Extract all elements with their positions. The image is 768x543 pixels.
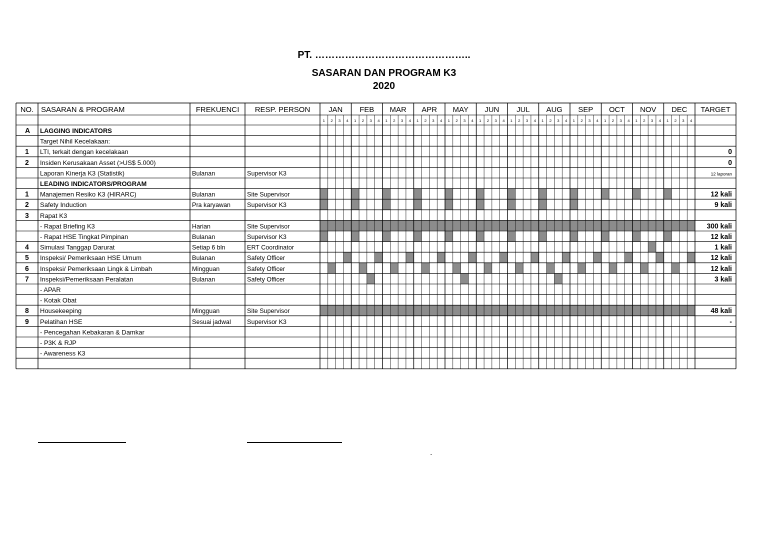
schedule-cell — [508, 189, 516, 200]
schedule-cell — [586, 220, 594, 231]
schedule-cell — [508, 199, 516, 210]
signature-line-right — [247, 442, 342, 443]
schedule-cell — [445, 189, 453, 200]
schedule-cell — [547, 220, 555, 231]
row-frequency: Harian — [192, 223, 211, 231]
schedule-cell — [539, 189, 547, 200]
schedule-cell — [383, 305, 391, 316]
schedule-cell — [320, 305, 328, 316]
row-target: - — [729, 318, 732, 326]
schedule-cell — [609, 305, 617, 316]
month-header: AUG — [546, 105, 563, 114]
schedule-cell — [609, 263, 617, 274]
schedule-cell — [531, 252, 539, 263]
schedule-cell — [656, 252, 664, 263]
week-number: 1 — [416, 118, 419, 123]
schedule-cell — [445, 220, 453, 231]
schedule-cell — [617, 305, 625, 316]
schedule-cell — [351, 231, 359, 242]
row-number: 8 — [25, 308, 29, 316]
week-number: 2 — [674, 118, 677, 123]
program-name: Inspeksi/ Pemeriksaan Lingk & Limbah — [40, 265, 153, 273]
row-resp-person: Safety Officer — [247, 265, 286, 273]
row-number: 6 — [25, 265, 29, 273]
program-name: Rapat K3 — [40, 212, 68, 220]
schedule-cell — [429, 305, 437, 316]
schedule-cell — [390, 220, 398, 231]
schedule-cell — [320, 199, 328, 210]
row-target: 12 laporan — [710, 171, 732, 177]
schedule-cell — [383, 231, 391, 242]
week-number: 1 — [385, 118, 388, 123]
schedule-cell — [679, 220, 687, 231]
schedule-cell — [539, 305, 547, 316]
schedule-cell — [414, 189, 422, 200]
row-frequency: Setiap 6 bln — [192, 244, 226, 252]
schedule-cell — [539, 199, 547, 210]
row-resp-person: ERT Coordinator — [247, 244, 295, 252]
company-name: PT. ……………………………………….. — [297, 50, 471, 61]
row-resp-person: Supervisor K3 — [247, 234, 287, 241]
schedule-cell — [570, 220, 578, 231]
schedule-cell — [633, 231, 641, 242]
schedule-cell — [445, 231, 453, 242]
week-number: 4 — [502, 118, 505, 123]
week-number: 3 — [619, 118, 622, 123]
schedule-cell — [359, 305, 367, 316]
week-number: 1 — [572, 118, 576, 123]
week-number: 4 — [408, 118, 411, 123]
schedule-cell — [320, 189, 328, 200]
schedule-cell — [640, 220, 648, 231]
row-number: 1 — [25, 191, 29, 199]
week-number: 4 — [346, 118, 349, 123]
week-number: 2 — [486, 118, 490, 123]
program-name: Target Nihil Kecelakaan: — [40, 138, 111, 146]
row-resp-person: Supervisor K3 — [247, 202, 287, 210]
schedule-cell — [515, 220, 523, 231]
week-number: 1 — [510, 118, 513, 123]
row-number: 9 — [25, 318, 29, 326]
signature-line-left — [38, 442, 126, 443]
schedule-cell — [383, 220, 391, 231]
week-number: 4 — [689, 118, 693, 123]
schedule-cell — [406, 252, 414, 263]
schedule-cell — [508, 231, 516, 242]
month-header: JAN — [328, 105, 343, 114]
schedule-cell — [593, 305, 601, 316]
program-name: LAGGING INDICATORS — [40, 128, 112, 135]
schedule-cell — [492, 305, 500, 316]
row-target: 0 — [728, 159, 732, 167]
schedule-cell — [398, 305, 406, 316]
col-header-no: NO. — [20, 105, 34, 114]
row-resp-person: Safety Officer — [247, 255, 286, 263]
schedule-cell — [508, 305, 516, 316]
schedule-cell — [328, 305, 336, 316]
schedule-cell — [468, 252, 476, 263]
schedule-cell — [390, 263, 398, 274]
schedule-cell — [437, 220, 445, 231]
month-header: NOV — [639, 105, 657, 114]
week-number: 2 — [549, 118, 552, 123]
schedule-cell — [515, 263, 523, 274]
schedule-cell — [476, 220, 484, 231]
week-number: 4 — [627, 118, 630, 123]
row-target: 9 kali — [714, 202, 732, 210]
week-number: 3 — [494, 118, 497, 123]
schedule-cell — [640, 305, 648, 316]
row-target: 3 kali — [714, 276, 732, 284]
schedule-cell — [570, 305, 578, 316]
week-number: 3 — [588, 118, 591, 123]
schedule-cell — [656, 220, 664, 231]
schedule-cell — [351, 189, 359, 200]
year-label: 2020 — [372, 81, 396, 92]
program-name: LTI, terkait dengan kecelakaan — [40, 149, 129, 157]
schedule-cell — [687, 305, 695, 316]
schedule-cell — [461, 220, 469, 231]
month-header: APR — [421, 105, 438, 114]
schedule-cell — [476, 305, 484, 316]
schedule-cell — [492, 220, 500, 231]
schedule-cell — [414, 220, 422, 231]
month-header: JUL — [516, 105, 530, 114]
schedule-cell — [664, 305, 672, 316]
row-frequency: Mingguan — [192, 265, 220, 273]
row-resp-person: Site Supervisor — [247, 223, 290, 231]
week-number: 3 — [432, 118, 435, 123]
schedule-cell — [328, 263, 336, 274]
program-name: Housekeeping — [40, 308, 82, 316]
schedule-cell — [406, 220, 414, 231]
schedule-cell — [476, 199, 484, 210]
schedule-cell — [562, 305, 570, 316]
row-frequency: Mingguan — [192, 308, 220, 316]
row-target: 12 kali — [710, 265, 732, 273]
week-number: 1 — [479, 118, 482, 123]
program-name: - P3K & RJP — [40, 340, 77, 347]
row-target: 48 kali — [710, 308, 732, 316]
schedule-cell — [484, 305, 492, 316]
col-header-target: TARGET — [700, 105, 731, 114]
schedule-cell — [633, 220, 641, 231]
schedule-cell — [453, 263, 461, 274]
col-header-frequency: FREKUENCI — [195, 105, 240, 114]
row-number: 1 — [25, 149, 29, 157]
program-name: - Rapat HSE Tingkat Pimpinan — [40, 234, 129, 241]
program-name: LEADING INDICATORS/PROGRAM — [40, 181, 147, 188]
schedule-cell — [633, 305, 641, 316]
row-resp-person: Safety Officer — [247, 276, 286, 284]
schedule-cell — [601, 220, 609, 231]
schedule-cell — [406, 305, 414, 316]
month-header: JUN — [484, 105, 500, 114]
week-number: 2 — [518, 118, 521, 123]
week-number: 1 — [666, 118, 669, 123]
row-number: 2 — [25, 159, 29, 167]
schedule-cell — [562, 252, 570, 263]
schedule-cell — [578, 305, 586, 316]
schedule-cell — [515, 305, 523, 316]
schedule-cell — [468, 220, 476, 231]
schedule-cell — [461, 305, 469, 316]
schedule-cell — [375, 305, 383, 316]
row-number: 5 — [25, 255, 29, 263]
week-number: 2 — [580, 118, 583, 123]
schedule-cell — [578, 263, 586, 274]
program-name: Inspeksi/Pemeriksaan Peralatan — [40, 276, 134, 284]
schedule-cell — [609, 220, 617, 231]
schedule-cell — [601, 231, 609, 242]
program-name: Manajemen Resiko K3 (HIRARC) — [40, 191, 137, 199]
week-number: 3 — [400, 118, 404, 123]
row-frequency: Pra karyawan — [192, 202, 231, 210]
program-name: Insiden Kerusakaan Asset (>US$ 5.000) — [40, 159, 156, 167]
schedule-cell — [539, 220, 547, 231]
row-target: 1 kali — [714, 244, 732, 252]
schedule-cell — [547, 263, 555, 274]
week-number: 4 — [596, 118, 599, 123]
row-frequency: Bulanan — [192, 234, 216, 241]
schedule-cell — [531, 220, 539, 231]
schedule-cell — [328, 220, 336, 231]
schedule-cell — [664, 220, 672, 231]
schedule-cell — [523, 220, 531, 231]
month-header: FEB — [359, 105, 375, 114]
schedule-cell — [484, 220, 492, 231]
row-target: 12 kali — [710, 234, 732, 241]
week-number: 3 — [557, 118, 560, 123]
program-name: - Awareness K3 — [40, 350, 86, 358]
schedule-cell — [390, 305, 398, 316]
schedule-cell — [664, 189, 672, 200]
week-number: 2 — [424, 118, 427, 123]
schedule-cell — [476, 189, 484, 200]
program-name: - Pencegahan Kebakaran & Damkar — [40, 329, 145, 337]
footer-dot: . — [430, 448, 433, 457]
week-number: 4 — [564, 118, 568, 123]
row-resp-person: Supervisor K3 — [247, 170, 287, 178]
schedule-cell — [383, 189, 391, 200]
row-target: 300 kali — [706, 223, 732, 231]
schedule-cell — [422, 220, 430, 231]
schedule-cell — [570, 189, 578, 200]
schedule-cell — [414, 199, 422, 210]
schedule-cell — [656, 305, 664, 316]
schedule-cell — [523, 305, 531, 316]
week-number: 4 — [533, 118, 536, 123]
week-number: 1 — [604, 118, 607, 123]
schedule-cell — [343, 252, 351, 263]
schedule-cell — [351, 305, 359, 316]
schedule-cell — [554, 305, 562, 316]
week-number: 3 — [650, 118, 654, 123]
page-title: SASARAN DAN PROGRAM K3 — [311, 68, 457, 79]
row-frequency: Bulanan — [192, 255, 216, 263]
schedule-cell — [547, 305, 555, 316]
schedule-cell — [437, 252, 445, 263]
program-name: - Kotak Obat — [40, 297, 77, 305]
schedule-cell — [468, 305, 476, 316]
week-number: 3 — [338, 118, 341, 123]
schedule-cell — [445, 305, 453, 316]
row-number: 3 — [25, 212, 29, 220]
schedule-cell — [414, 305, 422, 316]
schedule-cell — [633, 189, 641, 200]
month-header: MAR — [389, 105, 407, 114]
schedule-cell — [437, 305, 445, 316]
schedule-cell — [554, 273, 562, 284]
row-resp-person: Site Supervisor — [247, 191, 290, 199]
program-name: - APAR — [40, 287, 61, 294]
program-name: Safety Induction — [40, 202, 87, 210]
row-number: 7 — [25, 276, 29, 284]
schedule-cell — [343, 305, 351, 316]
schedule-cell — [351, 220, 359, 231]
schedule-cell — [679, 305, 687, 316]
schedule-cell — [422, 263, 430, 274]
row-number: 2 — [25, 202, 29, 210]
month-header: MAY — [452, 105, 469, 114]
schedule-cell — [601, 305, 609, 316]
schedule-cell — [398, 220, 406, 231]
week-number: 2 — [611, 118, 615, 123]
week-number: 1 — [447, 118, 451, 123]
month-header: SEP — [578, 105, 594, 114]
col-header-resp-person: RESP. PERSON — [254, 105, 311, 114]
schedule-cell — [672, 220, 680, 231]
month-header: DEC — [671, 105, 688, 114]
row-frequency: Bulanan — [192, 276, 216, 284]
schedule-cell — [593, 252, 601, 263]
schedule-cell — [359, 263, 367, 274]
schedule-cell — [640, 263, 648, 274]
week-number: 1 — [541, 118, 544, 123]
week-number: 2 — [361, 118, 365, 123]
schedule-cell — [586, 305, 594, 316]
week-number: 3 — [463, 118, 466, 123]
schedule-cell — [593, 220, 601, 231]
schedule-cell — [336, 305, 344, 316]
program-name: Inspeksi/ Pemeriksaan HSE Umum — [40, 255, 142, 263]
schedule-cell — [320, 220, 328, 231]
schedule-cell — [578, 220, 586, 231]
schedule-cell — [375, 252, 383, 263]
program-name: Pelatihan HSE — [40, 318, 83, 326]
schedule-cell — [664, 231, 672, 242]
row-target: 0 — [728, 149, 732, 157]
schedule-cell — [570, 199, 578, 210]
schedule-cell — [343, 220, 351, 231]
schedule-cell — [383, 199, 391, 210]
schedule-cell — [336, 220, 344, 231]
schedule-cell — [445, 199, 453, 210]
schedule-cell — [625, 252, 633, 263]
week-number: 2 — [643, 118, 646, 123]
schedule-cell — [320, 231, 328, 242]
schedule-cell — [367, 305, 375, 316]
schedule-cell — [500, 305, 508, 316]
program-name: Simulasi Tanggap Darurat — [40, 244, 115, 252]
row-number: A — [25, 128, 31, 135]
schedule-cell — [601, 189, 609, 200]
schedule-cell — [672, 305, 680, 316]
schedule-cell — [367, 220, 375, 231]
schedule-cell — [422, 305, 430, 316]
schedule-cell — [453, 220, 461, 231]
program-name: Laporan Kinerja K3 (Statistik) — [40, 170, 125, 178]
schedule-cell — [625, 305, 633, 316]
schedule-cell — [461, 273, 469, 284]
schedule-cell — [554, 220, 562, 231]
schedule-cell — [539, 231, 547, 242]
row-target: 12 kali — [710, 255, 732, 263]
schedule-cell — [562, 220, 570, 231]
week-number: 1 — [322, 118, 326, 123]
schedule-cell — [500, 220, 508, 231]
week-number: 2 — [393, 118, 396, 123]
schedule-cell — [672, 263, 680, 274]
row-frequency: Sesuai jadwal — [192, 318, 231, 326]
week-number: 2 — [330, 118, 333, 123]
schedule-cell — [484, 263, 492, 274]
schedule-cell — [500, 252, 508, 263]
week-number: 3 — [682, 118, 685, 123]
schedule-cell — [531, 305, 539, 316]
col-header-program: SASARAN & PROGRAM — [41, 105, 125, 114]
schedule-cell — [648, 242, 656, 253]
week-number: 1 — [635, 118, 638, 123]
program-name: - Rapat Briefing K3 — [40, 223, 95, 231]
row-frequency: Bulanan — [192, 191, 216, 199]
row-resp-person: Supervisor K3 — [247, 318, 287, 326]
schedule-cell — [453, 305, 461, 316]
week-number: 3 — [525, 118, 529, 123]
row-target: 12 kali — [710, 191, 732, 199]
schedule-cell — [625, 220, 633, 231]
row-number: 4 — [25, 244, 29, 252]
schedule-cell — [508, 220, 516, 231]
schedule-cell — [414, 231, 422, 242]
schedule-cell — [648, 305, 656, 316]
schedule-cell — [476, 231, 484, 242]
week-number: 4 — [377, 118, 380, 123]
schedule-cell — [359, 220, 367, 231]
schedule-cell — [687, 252, 695, 263]
schedule-cell — [375, 220, 383, 231]
schedule-cell — [687, 220, 695, 231]
schedule-cell — [429, 220, 437, 231]
schedule-cell — [617, 220, 625, 231]
week-number: 4 — [658, 118, 661, 123]
week-number: 2 — [455, 118, 458, 123]
schedule-cell — [570, 231, 578, 242]
week-number: 4 — [439, 118, 443, 123]
schedule-cell — [648, 220, 656, 231]
schedule-cell — [367, 273, 375, 284]
week-number: 4 — [471, 118, 474, 123]
month-header: OCT — [608, 105, 625, 114]
row-resp-person: Site Supervisor — [247, 308, 290, 316]
week-number: 3 — [369, 118, 372, 123]
week-number: 1 — [354, 118, 357, 123]
row-frequency: Bulanan — [192, 170, 216, 178]
schedule-cell — [351, 199, 359, 210]
